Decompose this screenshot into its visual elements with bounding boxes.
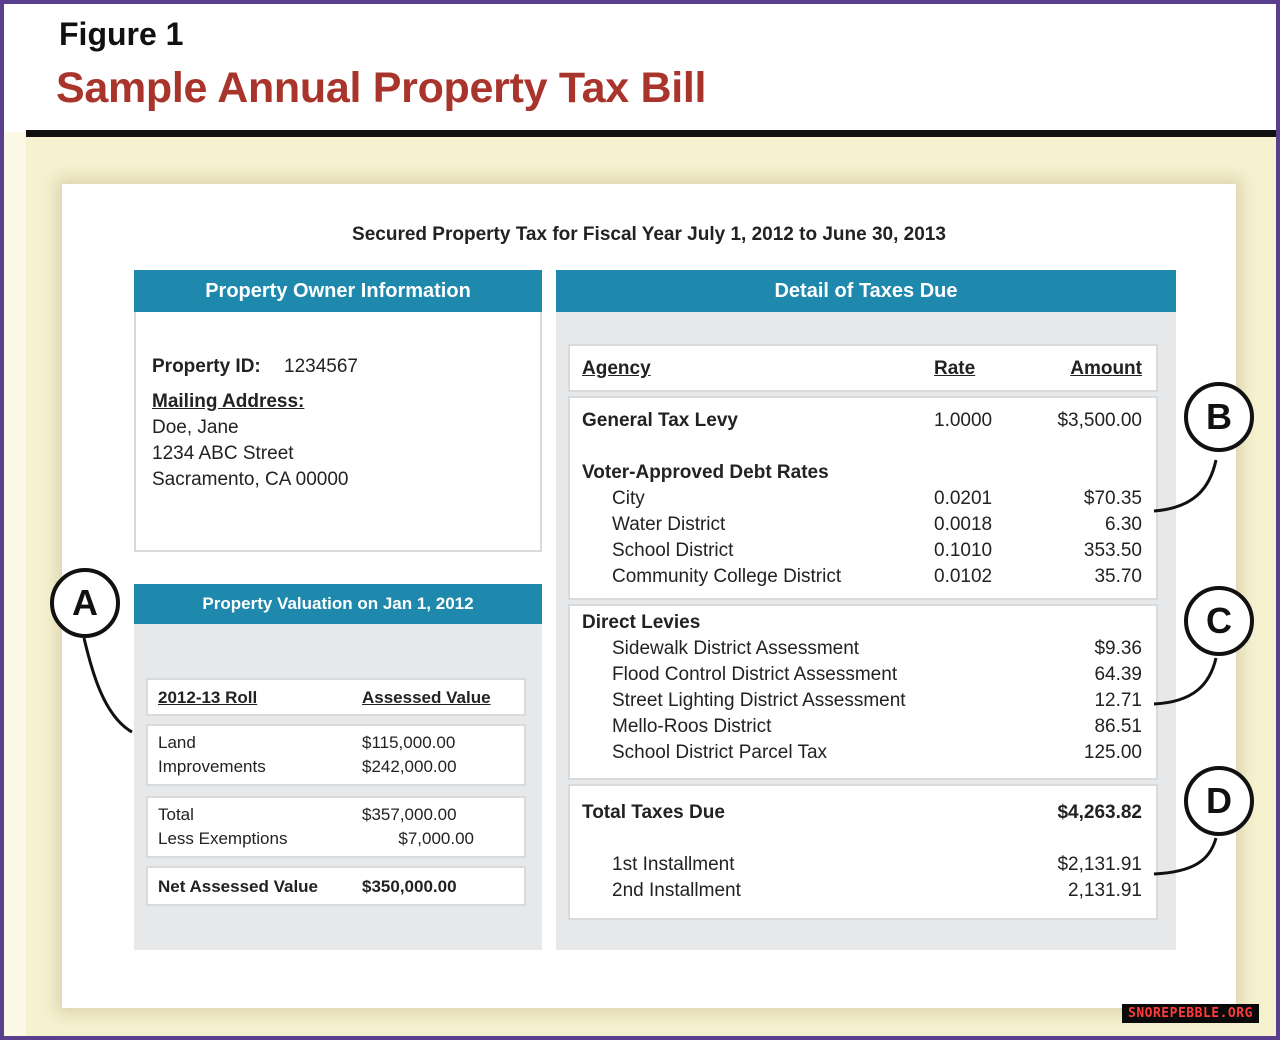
direct-levy-amount: 64.39 [1094, 664, 1142, 685]
debt-rates-heading: Voter-Approved Debt Rates [582, 462, 829, 483]
installment-label: 2nd Installment [612, 880, 741, 901]
debt-row-rate: 0.0201 [934, 488, 993, 509]
property-id-value: 1234567 [284, 356, 358, 377]
direct-levy-label: Mello-Roos District [612, 716, 772, 737]
figure-label: Figure 1 [59, 16, 184, 52]
debt-row-rate: 0.1010 [934, 540, 993, 561]
net-assessed-label: Net Assessed Value [158, 877, 319, 896]
direct-levy-amount: 125.00 [1083, 742, 1142, 763]
debt-row-label: City [612, 488, 645, 509]
direct-levy-label: Street Lighting District Assessment [612, 690, 906, 711]
debt-row-rate: 0.0102 [934, 566, 993, 587]
owner-panel-header: Property Owner Information [134, 270, 542, 312]
installment-amount: 2,131.91 [1068, 880, 1142, 901]
less-exemptions-value: $7,000.00 [398, 829, 474, 848]
agency-column-header: Agency [582, 358, 651, 379]
callout-c: C [1184, 586, 1254, 656]
general-levy-label: General Tax Levy [582, 410, 738, 431]
leader-line-a [84, 638, 132, 732]
installment-label: 1st Installment [612, 854, 735, 875]
debt-row-label: Community College District [612, 566, 842, 587]
owner-street: 1234 ABC Street [152, 443, 294, 464]
watermark-label: SNOREPEBBLE.ORG [1122, 1004, 1259, 1023]
net-assessed-value: $350,000.00 [362, 877, 457, 896]
direct-levy-amount: 12.71 [1094, 690, 1142, 711]
callout-a: A [50, 568, 120, 638]
taxes-panel-header: Detail of Taxes Due [556, 270, 1176, 312]
debt-row-rate: 0.0018 [934, 514, 993, 535]
total-taxes-label: Total Taxes Due [582, 802, 725, 823]
roll-column-header: 2012-13 Roll [158, 688, 258, 707]
direct-levy-label: Flood Control District Assessment [612, 664, 898, 685]
debt-row-amount: $70.35 [1083, 488, 1142, 509]
improvements-value: $242,000.00 [362, 757, 457, 776]
figure-title: Sample Annual Property Tax Bill [56, 64, 707, 112]
callout-leaders [4, 4, 1276, 1036]
direct-levy-amount: 86.51 [1094, 716, 1142, 737]
total-label: Total [158, 805, 194, 824]
debt-row-amount: 6.30 [1105, 514, 1142, 535]
assessed-value-column-header: Assessed Value [362, 688, 491, 707]
debt-row-amount: 35.70 [1094, 566, 1142, 587]
leader-line-c [1154, 658, 1216, 704]
direct-levy-label: Sidewalk District Assessment [612, 638, 860, 659]
improvements-label: Improvements [158, 757, 266, 776]
direct-levies-heading: Direct Levies [582, 612, 701, 633]
leader-line-d [1154, 838, 1216, 874]
general-levy-amount: $3,500.00 [1057, 410, 1142, 431]
amount-column-header: Amount [1070, 358, 1142, 379]
property-id-label: Property ID: [152, 356, 261, 377]
direct-levy-label: School District Parcel Tax [612, 742, 828, 763]
mailing-address-label: Mailing Address: [152, 391, 305, 412]
installment-amount: $2,131.91 [1057, 854, 1142, 875]
debt-row-label: School District [612, 540, 734, 561]
callout-b: B [1184, 382, 1254, 452]
land-label: Land [158, 733, 196, 752]
less-exemptions-label: Less Exemptions [158, 829, 288, 848]
fiscal-year-heading: Secured Property Tax for Fiscal Year July 1, 2012 to June 30, 2013 [352, 224, 946, 245]
valuation-panel-header: Property Valuation on Jan 1, 2012 [134, 584, 542, 624]
owner-city-line: Sacramento, CA 00000 [152, 469, 349, 490]
direct-levy-amount: $9.36 [1094, 638, 1142, 659]
debt-row-label: Water District [612, 514, 726, 535]
debt-row-amount: 353.50 [1083, 540, 1142, 561]
callout-d: D [1184, 766, 1254, 836]
rate-column-header: Rate [934, 358, 976, 379]
owner-name: Doe, Jane [152, 417, 239, 438]
total-taxes-amount: $4,263.82 [1057, 802, 1142, 823]
total-value: $357,000.00 [362, 805, 457, 824]
land-value: $115,000.00 [362, 733, 456, 752]
general-levy-rate: 1.0000 [934, 410, 993, 431]
leader-line-b [1154, 460, 1216, 511]
